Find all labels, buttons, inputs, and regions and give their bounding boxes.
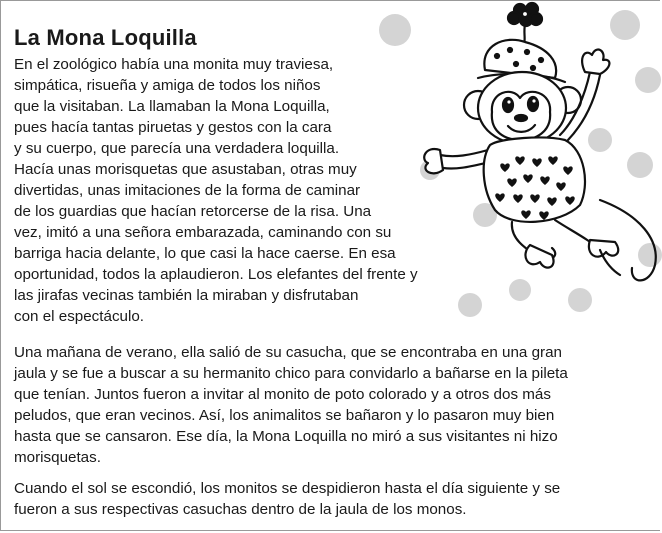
story-paragraph-1	[14, 54, 418, 327]
dot	[588, 128, 612, 152]
dot	[509, 279, 531, 301]
text-line: vez, imitó a una señora embarazada, caminando con su	[14, 224, 392, 241]
text-line: con el espectáculo.	[14, 308, 145, 325]
text-line: que tenían. Juntos fueron a invitar al monito de poto colorado y a otros dos más	[14, 386, 551, 403]
text-line: de los guardias que hacían retorcerse de la risa. Una	[14, 203, 372, 220]
dot	[635, 67, 661, 93]
text-line: peludos, que eran vecinos. Así, los animalitos se bañaron y lo pasaron muy bien	[14, 407, 555, 424]
text-line: divertidas, unas imitaciones de la forma de caminar	[14, 182, 361, 199]
dot	[568, 288, 592, 312]
story-title: La Mona Loquilla	[14, 25, 197, 50]
text-line: jaula y se fue a buscar a su hermanito chico para convidarlo a bañarse en la pileta	[14, 365, 568, 382]
story-paragraph-3	[14, 478, 560, 520]
story-paragraph-2	[14, 342, 568, 468]
text-line: hasta que se cansaron. Ese día, la Mona Loquilla no miró a sus visitantes ni hizo	[14, 428, 558, 445]
text-line: simpática, risueña y amiga de todos los niños	[14, 77, 321, 94]
text-line: y su cuerpo, que parecía una verdadera loquilla.	[14, 140, 340, 157]
monkey-illustration	[424, 3, 656, 280]
dot	[638, 243, 662, 267]
text-line: que la visitaban. La llamaban la Mona Loquilla,	[14, 98, 330, 115]
text-line: Una mañana de verano, ella salió de su casucha, que se encontraba en una gran	[14, 344, 562, 361]
text-line: barriga hacia delante, lo que casi la hace caerse. En esa	[14, 245, 396, 262]
text-line: Hacía unas morisquetas que asustaban, otras muy	[14, 161, 357, 178]
dot	[379, 14, 411, 46]
text-line: oportunidad, todos la aplaudieron. Los elefantes del frente y	[14, 266, 418, 283]
text-line: En el zoológico había una monita muy traviesa,	[14, 56, 334, 73]
text-line: pues hacía tantas piruetas y gestos con la cara	[14, 119, 332, 136]
dot	[627, 152, 653, 178]
dot	[610, 10, 640, 40]
text-line: las jirafas vecinas también la miraban y disfrutaban	[14, 287, 359, 304]
text-line: fueron a sus respectivas casuchas dentro de la jaula de los monos.	[14, 501, 467, 518]
text-line: morisquetas.	[14, 449, 101, 466]
dot	[458, 293, 482, 317]
text-line: Cuando el sol se escondió, los monitos se despidieron hasta el día siguiente y se	[14, 480, 561, 497]
